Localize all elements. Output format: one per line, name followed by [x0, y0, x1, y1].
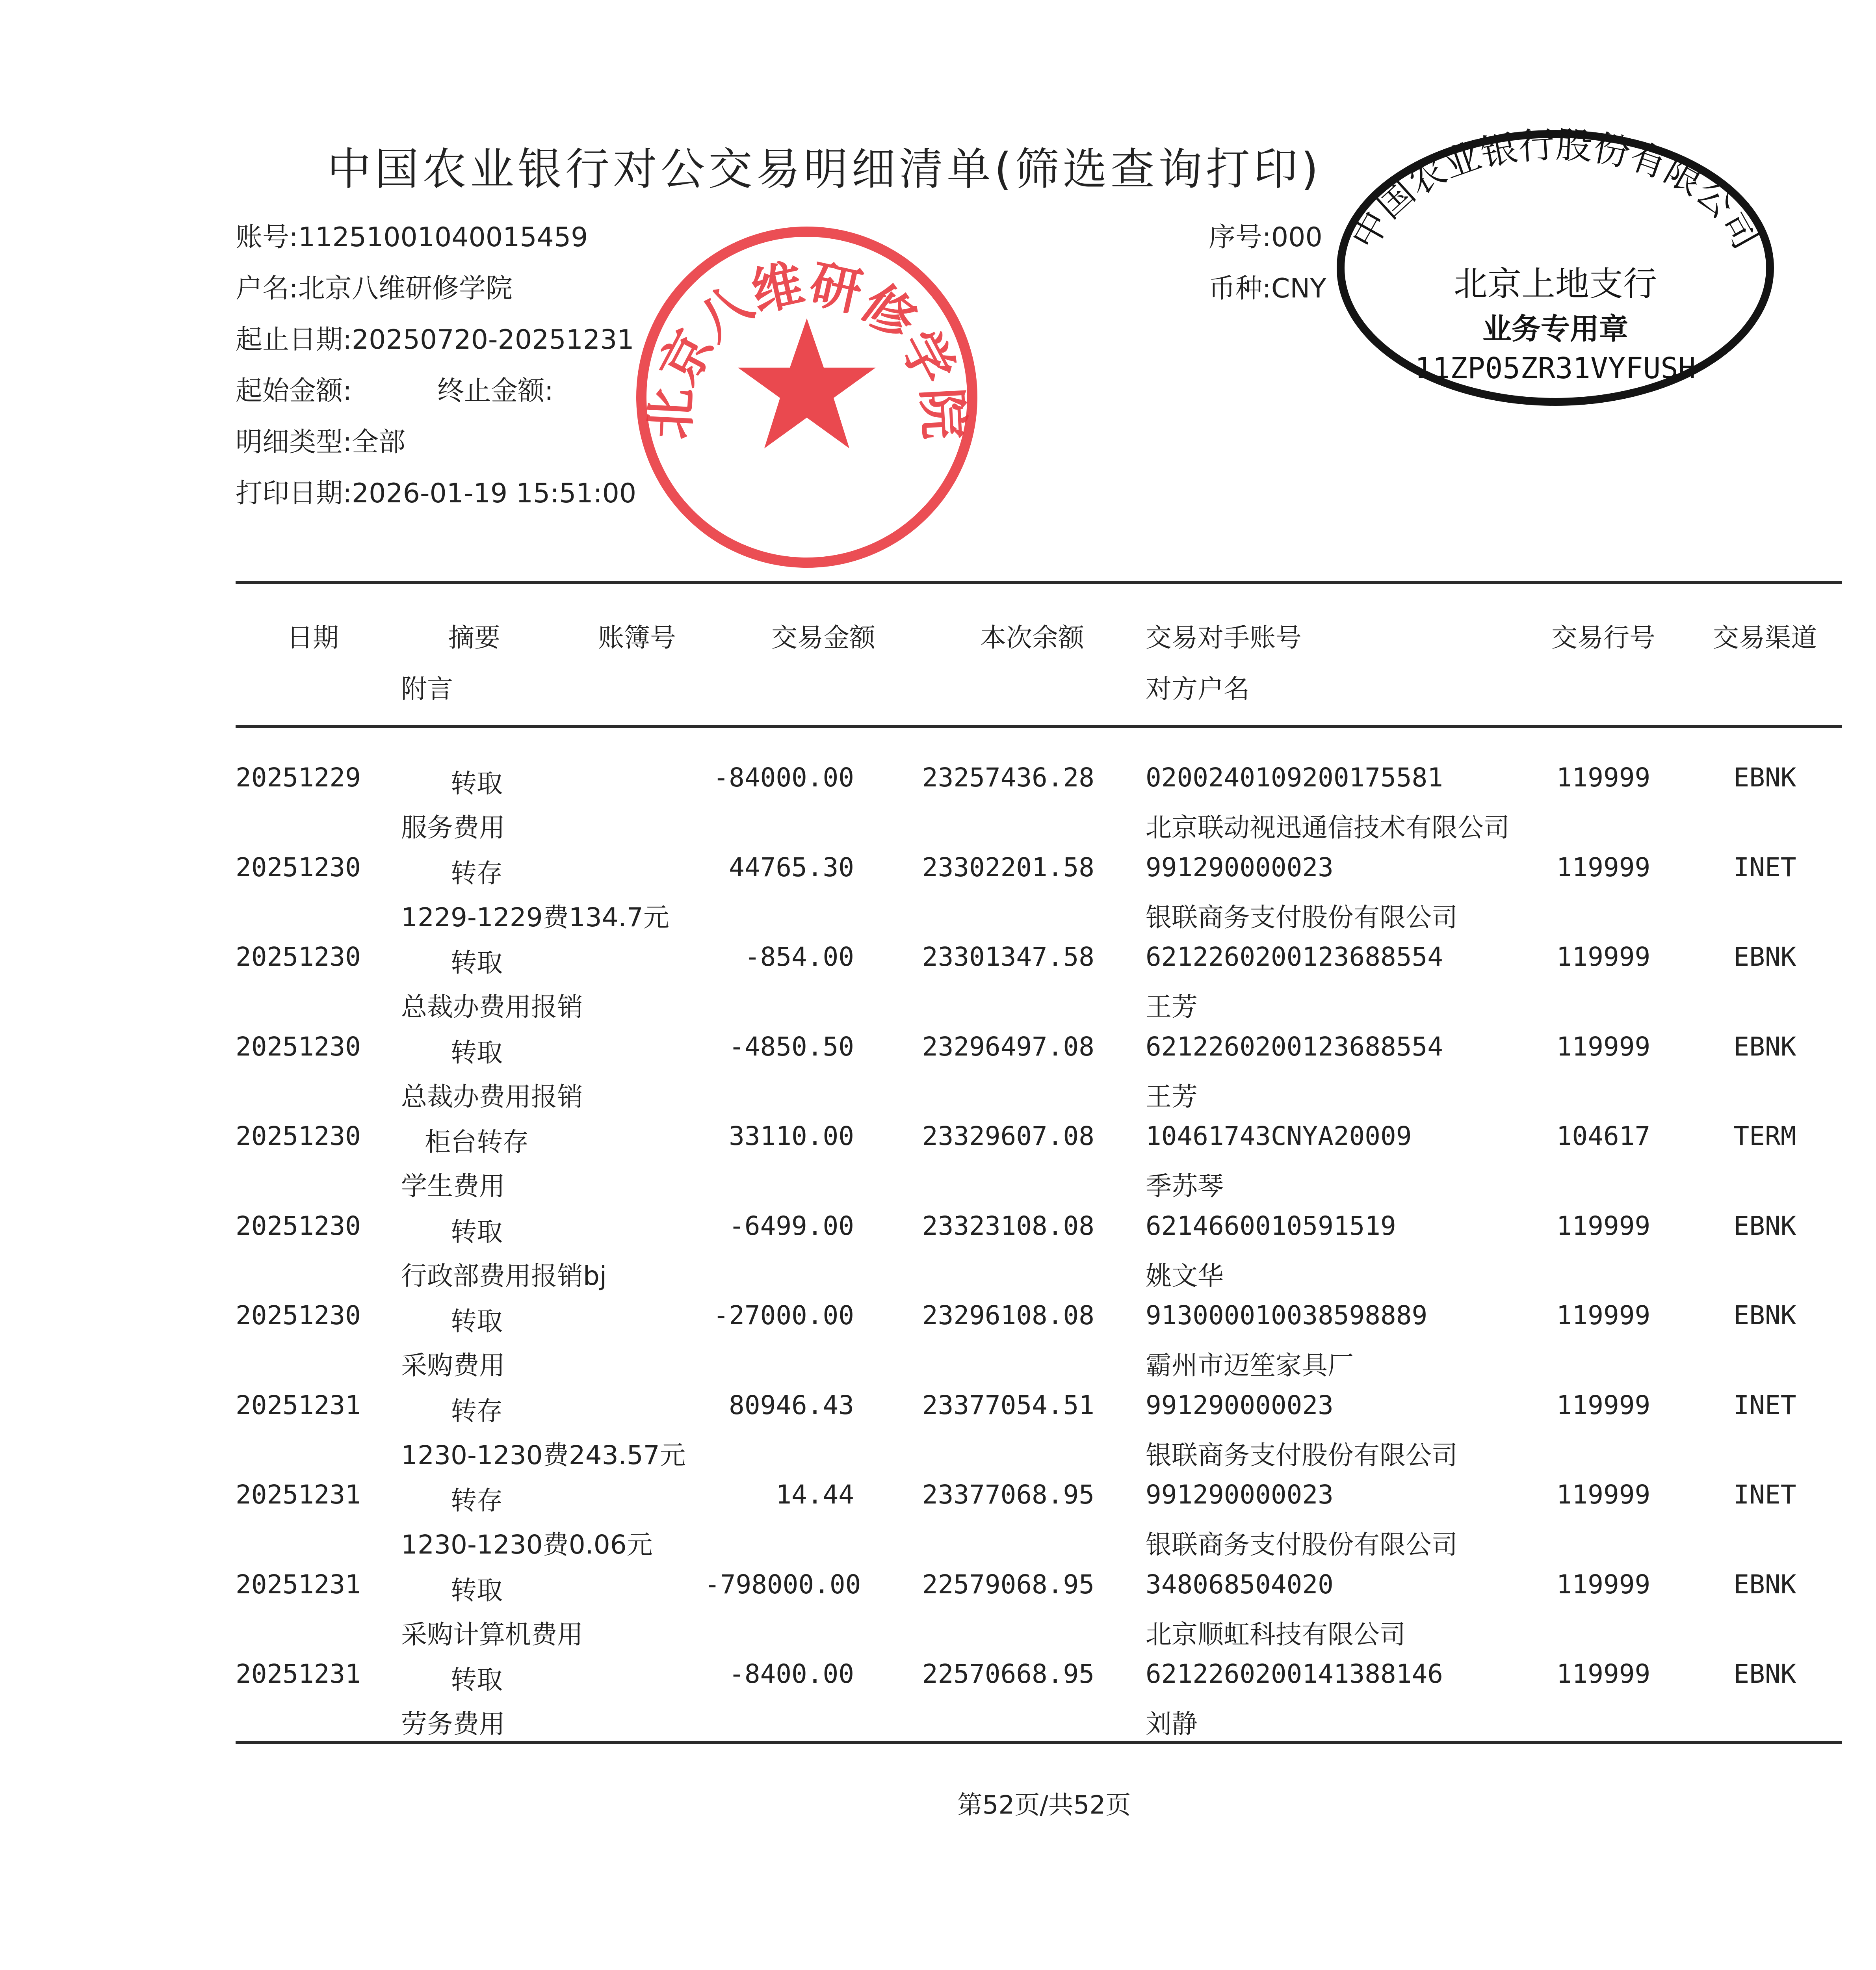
row-balance: 23296497.08 [922, 1031, 1094, 1062]
row-remark: 行政部费用报销bj [401, 1260, 607, 1291]
row-amount: 33110.00 [729, 1121, 854, 1151]
row-date: 20251231 [236, 1659, 361, 1689]
col-channel: 交易渠道 [1713, 623, 1817, 653]
row-remark: 劳务费用 [401, 1709, 505, 1739]
col-counter-account: 交易对手账号 [1146, 623, 1302, 653]
row-summary: 转取 [451, 1665, 503, 1695]
row-counter-name: 季苏琴 [1146, 1171, 1224, 1201]
row-channel: INET [1733, 1390, 1796, 1420]
row-date: 20251230 [236, 1300, 361, 1331]
row-amount: -27000.00 [713, 1300, 854, 1331]
row-bank-no: 119999 [1556, 1659, 1651, 1689]
row-counter-account: 991290000023 [1146, 1390, 1334, 1420]
row-channel: EBNK [1733, 942, 1796, 972]
row-amount: 14.44 [776, 1479, 854, 1510]
row-date: 20251231 [236, 1479, 361, 1510]
col-remark: 附言 [401, 674, 453, 704]
row-amount: -6499.00 [729, 1210, 854, 1241]
row-date: 20251230 [236, 852, 361, 883]
row-bank-no: 119999 [1556, 762, 1651, 793]
row-counter-name: 银联商务支付股份有限公司 [1146, 902, 1458, 933]
row-summary: 转取 [451, 1037, 503, 1068]
row-channel: EBNK [1733, 1569, 1796, 1600]
bank-seal-branch: 北京上地支行 [1454, 264, 1657, 304]
row-counter-account: 913000010038598889 [1146, 1300, 1428, 1331]
school-seal-text: 北京八维研修学院 [640, 253, 974, 441]
row-channel: TERM [1733, 1121, 1796, 1151]
row-counter-name: 姚文华 [1146, 1260, 1224, 1291]
row-bank-no: 104617 [1556, 1121, 1651, 1151]
row-remark: 1230-1230费0.06元 [401, 1530, 653, 1560]
row-remark: 学生费用 [401, 1171, 505, 1201]
row-bank-no: 119999 [1556, 1210, 1651, 1241]
row-balance: 22579068.95 [922, 1569, 1094, 1600]
row-summary: 转存 [451, 1485, 503, 1516]
row-date: 20251230 [236, 1121, 361, 1151]
row-date: 20251230 [236, 942, 361, 972]
row-channel: EBNK [1733, 1659, 1796, 1689]
row-balance: 23377054.51 [922, 1390, 1094, 1420]
row-counter-account: 10461743CNYA20009 [1146, 1121, 1412, 1151]
row-amount: -84000.00 [713, 762, 854, 793]
row-balance: 23301347.58 [922, 942, 1094, 972]
row-balance: 23329607.08 [922, 1121, 1094, 1151]
serial-number: 序号:000 [1209, 222, 1322, 253]
row-summary: 转取 [451, 948, 503, 978]
detail-type: 明细类型:全部 [236, 427, 405, 458]
col-balance: 本次余额 [980, 623, 1084, 653]
row-remark: 总裁办费用报销 [401, 1081, 583, 1112]
row-amount: 44765.30 [729, 852, 854, 883]
row-bank-no: 119999 [1556, 852, 1651, 883]
row-counter-name: 银联商务支付股份有限公司 [1146, 1530, 1458, 1560]
row-summary: 柜台转存 [425, 1127, 529, 1157]
row-date: 20251231 [236, 1390, 361, 1420]
row-counter-account: 6212260200123688554 [1146, 1031, 1443, 1062]
page-title: 中国农业银行对公交易明细清单(筛选查询打印) [327, 144, 1322, 195]
row-counter-name: 王芳 [1146, 1081, 1198, 1112]
account-name: 户名:北京八维研修学院 [236, 273, 513, 304]
row-bank-no: 119999 [1556, 1031, 1651, 1062]
row-counter-account: 348068504020 [1146, 1569, 1334, 1600]
row-counter-account: 6212260200123688554 [1146, 942, 1443, 972]
row-channel: EBNK [1733, 1210, 1796, 1241]
row-counter-account: 991290000023 [1146, 1479, 1334, 1510]
row-summary: 转取 [451, 1575, 503, 1606]
row-remark: 服务费用 [401, 812, 505, 843]
col-summary: 摘要 [448, 623, 500, 653]
row-amount: -798000.00 [704, 1569, 861, 1600]
row-bank-no: 119999 [1556, 942, 1651, 972]
bank-seal-code: 11ZP05ZR31VYFUSH [1415, 351, 1696, 385]
row-counter-name: 刘静 [1146, 1709, 1198, 1739]
row-balance: 23323108.08 [922, 1210, 1094, 1241]
col-date: 日期 [287, 623, 339, 653]
row-summary: 转存 [451, 858, 503, 888]
row-bank-no: 119999 [1556, 1390, 1651, 1420]
row-counter-account: 6212260200141388146 [1146, 1659, 1443, 1689]
row-balance: 23377068.95 [922, 1479, 1094, 1510]
row-summary: 转取 [451, 768, 503, 799]
bank-seal-ring: 中国农业银行股份有限公司 [1343, 123, 1768, 256]
row-bank-no: 119999 [1556, 1569, 1651, 1600]
row-balance: 23257436.28 [922, 762, 1094, 793]
col-amount: 交易金额 [771, 623, 875, 653]
row-amount: -854.00 [744, 942, 854, 972]
row-balance: 22570668.95 [922, 1659, 1094, 1689]
row-amount: 80946.43 [729, 1390, 854, 1420]
row-counter-name: 王芳 [1146, 992, 1198, 1022]
row-summary: 转存 [451, 1396, 503, 1426]
page-indicator: 第52页/共52页 [957, 1791, 1131, 1820]
row-summary: 转取 [451, 1306, 503, 1336]
row-channel: EBNK [1733, 762, 1796, 793]
row-counter-account: 0200240109200175581 [1146, 762, 1443, 793]
row-remark: 总裁办费用报销 [401, 992, 583, 1022]
row-remark: 1230-1230费243.57元 [401, 1440, 686, 1470]
row-balance: 23296108.08 [922, 1300, 1094, 1331]
account-number: 账号:11251001040015459 [236, 222, 588, 253]
row-bank-no: 119999 [1556, 1300, 1651, 1331]
start-amount: 起始金额: [236, 375, 352, 407]
col-counter-name: 对方户名 [1146, 674, 1250, 704]
bank-seal-purpose: 业务专用章 [1482, 312, 1628, 346]
row-counter-name: 银联商务支付股份有限公司 [1146, 1440, 1458, 1470]
row-amount: -8400.00 [729, 1659, 854, 1689]
row-counter-account: 991290000023 [1146, 852, 1334, 883]
row-remark: 1229-1229费134.7元 [401, 902, 669, 933]
row-channel: EBNK [1733, 1031, 1796, 1062]
row-bank-no: 119999 [1556, 1479, 1651, 1510]
row-counter-account: 6214660010591519 [1146, 1210, 1396, 1241]
print-date: 打印日期:2026-01-19 15:51:00 [236, 478, 637, 509]
row-counter-name: 霸州市迈笙家具厂 [1146, 1350, 1354, 1381]
currency: 币种:CNY [1209, 273, 1326, 304]
row-date: 20251229 [236, 762, 361, 793]
col-sub-account: 账簿号 [598, 623, 676, 653]
row-date: 20251230 [236, 1031, 361, 1062]
row-summary: 转取 [451, 1216, 503, 1247]
row-counter-name: 北京顺虹科技有限公司 [1146, 1619, 1406, 1650]
row-remark: 采购计算机费用 [401, 1619, 583, 1650]
row-date: 20251231 [236, 1569, 361, 1600]
col-bank-no: 交易行号 [1551, 623, 1655, 653]
row-channel: INET [1733, 1479, 1796, 1510]
row-counter-name: 北京联动视迅通信技术有限公司 [1146, 812, 1510, 843]
row-balance: 23302201.58 [922, 852, 1094, 883]
row-channel: INET [1733, 852, 1796, 883]
row-amount: -4850.50 [729, 1031, 854, 1062]
row-date: 20251230 [236, 1210, 361, 1241]
end-amount: 终止金额: [437, 375, 554, 407]
row-channel: EBNK [1733, 1300, 1796, 1331]
row-remark: 采购费用 [401, 1350, 505, 1381]
date-range: 起止日期:20250720-20251231 [236, 324, 634, 355]
